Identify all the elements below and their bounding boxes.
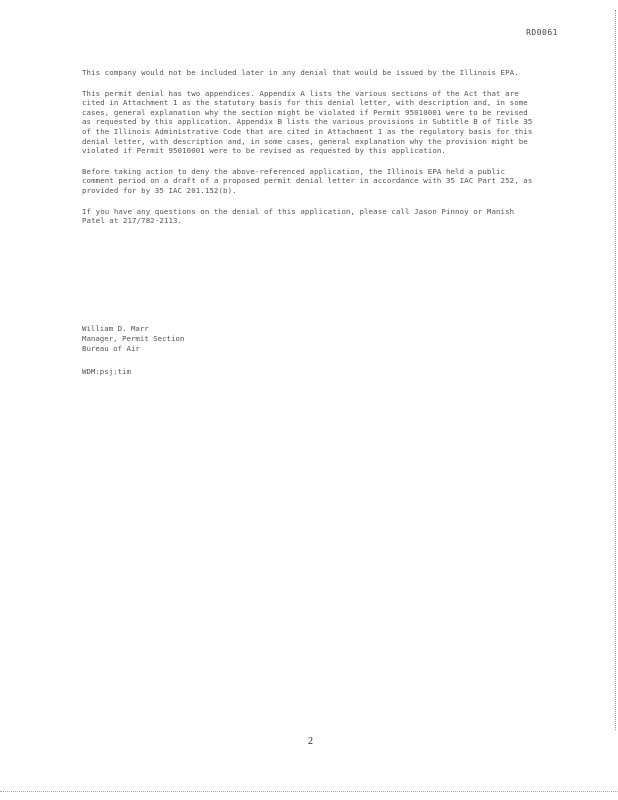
typist-initials: WDM:psj:tim [82,367,131,376]
signer-name: William D. Marr [82,324,149,333]
signer-bureau: Bureau of Air [82,344,140,353]
scan-edge-bottom [0,790,618,792]
page-number: 2 [308,736,313,747]
signature-block [82,324,184,354]
paragraph-4: If you have any questions on the denial of this application, please call Jason Pinnoy or Manish Patel at 217/782-2113. [82,206,515,226]
paragraph-2: This permit denial has two appendices. Appendix A lists the various sections of the Act that are cited in Attachment 1 as the statutory basis for this denial letter, with description and, in some cases, general explanation why the section might be violated if Permit 95010001 were to be revised as requested by this application. Appendix B lists the various provisions in Subtitle B of Title 35 of the Illinois Administrative Code that are cited in Attachment 1 as the regulatory basis for this denial letter, with description and, in some cases, general explanation why the provision might be violated if Permit 95010001 were to be revised as requested by this application. [82,88,533,156]
paragraph-3: Before taking action to deny the above-referenced application, the Illinois EPA held a public comment period on a draft of a proposed permit denial letter in accordance with 35 IAC Part 252, as provided for by 35 IAC 201.152(b). [82,166,533,195]
scan-edge-right [611,10,616,730]
document-id: RD0061 [526,28,558,37]
letter-body [82,68,537,237]
paragraph-1: This company would not be included later in any denial that would be issued by the Illinois EPA. [82,68,519,77]
signer-title: Manager, Permit Section [82,334,185,343]
